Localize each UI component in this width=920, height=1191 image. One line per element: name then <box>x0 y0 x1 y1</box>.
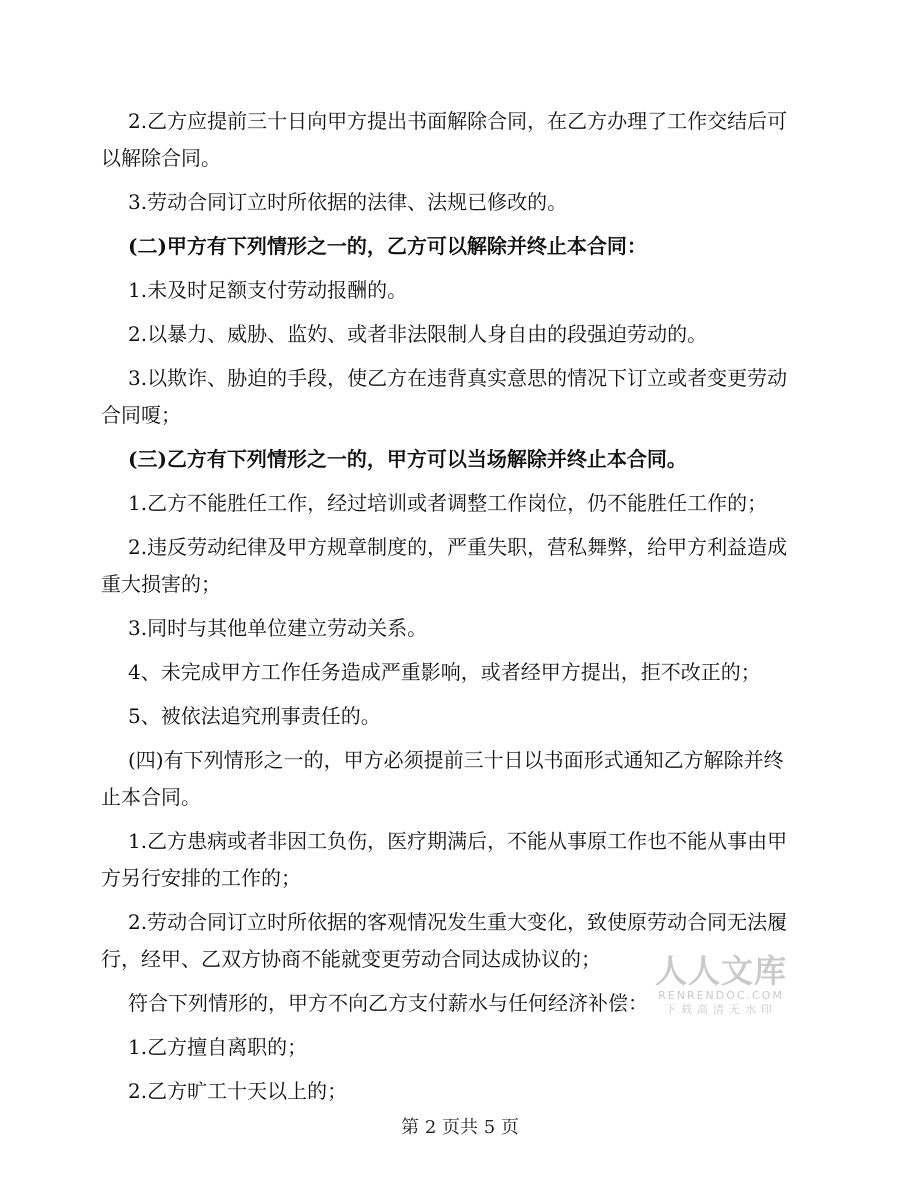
watermark-url: RENRENDOC.COM <box>658 989 784 1002</box>
paragraph: (三)乙方有下列情形之一的，甲方可以当场解除并终止本合同。 <box>128 447 687 471</box>
paragraph: 符合下列情形的，甲方不向乙方支付薪水与任何经济补偿： <box>128 991 648 1015</box>
watermark-logo-text: 人人文库 <box>654 952 787 990</box>
paragraph: 2.违反劳动纪律及甲方规章制度的，严重失职，营私舞弊，给甲方利益造成重大损害的； <box>101 535 788 596</box>
paragraph: 4、未完成甲方工作任务造成严重影响，或者经甲方提出，拒不改正的； <box>128 660 761 684</box>
watermark <box>651 953 791 1017</box>
page-number: 第 2 页共 5 页 <box>401 1117 519 1138</box>
paragraph: 1.乙方患病或者非因工负伤，医疗期满后，不能从事原工作也不能从事由甲方另行安排的工作的； <box>101 829 788 890</box>
paragraph: 1.未及时足额支付劳动报酬的。 <box>128 278 408 302</box>
paragraph: 3.同时与其他单位建立劳动关系。 <box>128 616 428 640</box>
paragraph: 1.乙方不能胜任工作，经过培训或者调整工作岗位，仍不能胜任工作的； <box>128 491 768 515</box>
watermark-tagline: 下载高清无水印 <box>665 1003 777 1016</box>
paragraph: (四)有下列情形之一的，甲方必须提前三十日以书面形式通知乙方解除并终止本合同。 <box>101 748 784 809</box>
paragraph: 2.乙方应提前三十日向甲方提出书面解除合同，在乙方办理了工作交结后可以解除合同。 <box>101 109 788 170</box>
paragraph: (二)甲方有下列情形之一的，乙方可以解除并终止本合同： <box>128 234 647 258</box>
paragraph: 3.以欺诈、胁迫的手段，使乙方在违背真实意思的情况下订立或者变更劳动合同嗄； <box>101 366 788 427</box>
paragraph: 1.乙方擅自离职的； <box>128 1035 308 1059</box>
paragraph: 2.劳动合同订立时所依据的客观情况发生重大变化，致使原劳动合同无法履行，经甲、乙双方协商不能就变更劳动合同达成协议的； <box>101 910 788 971</box>
paragraph: 2.以暴力、威胁、监妁、或者非法限制人身自由的段强迫劳动的。 <box>128 322 708 346</box>
paragraph: 5、被依法追究刑事责任的。 <box>128 704 381 728</box>
paragraph: 2.乙方旷工十天以上的； <box>128 1079 348 1103</box>
paragraph: 3.劳动合同订立时所依据的法律、法规已修改的。 <box>128 190 568 214</box>
